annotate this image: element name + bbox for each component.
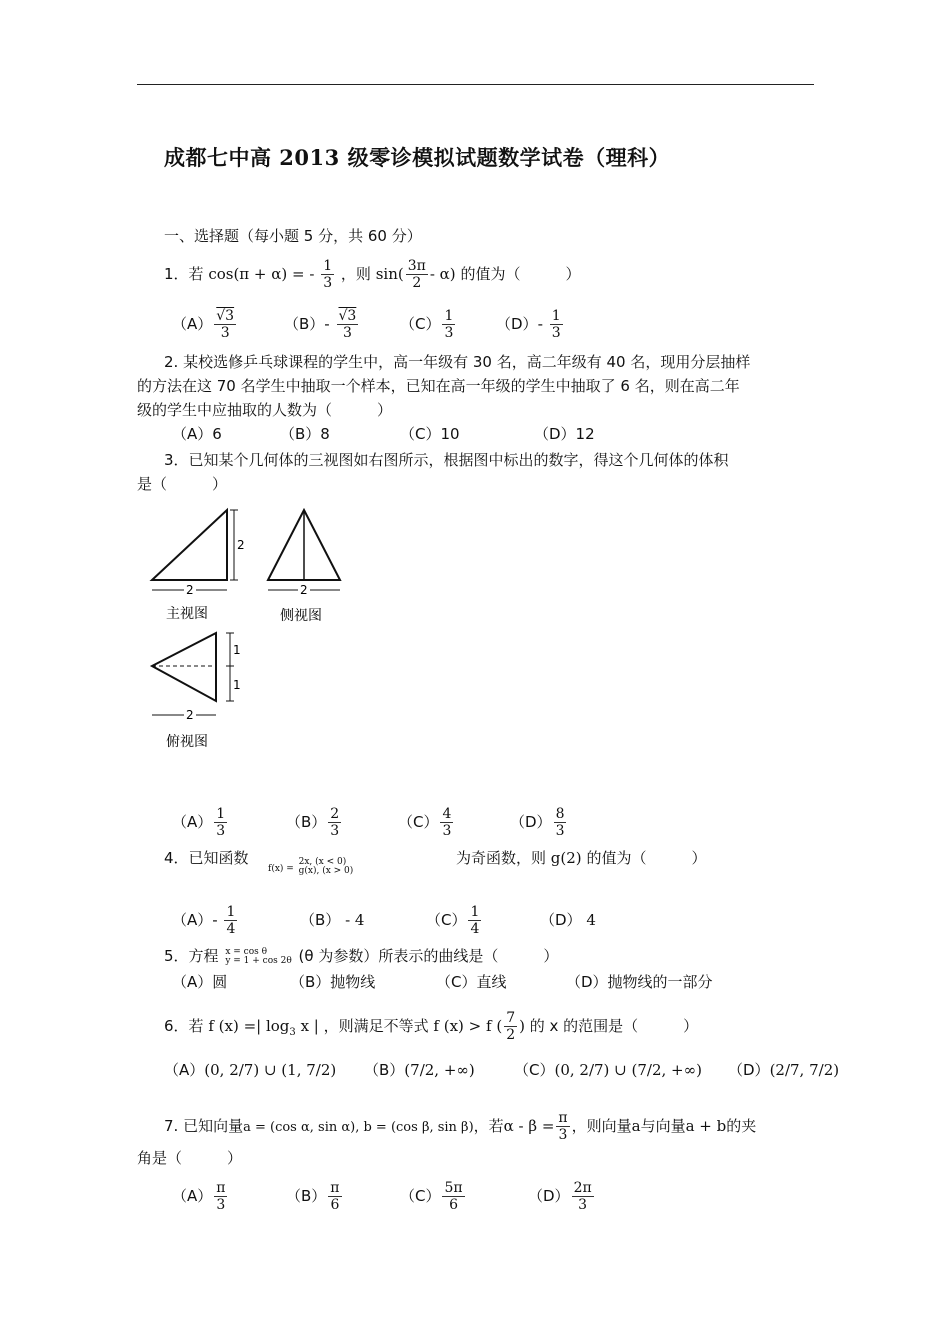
q7-option-c: （C） $\frac{5\pi}{6}$ <box>400 1180 463 1213</box>
question-6: 6．若 f (x) =| $\log_3 x$ | ，则满足不等式 f (x) > f ( $\frac{7}{2}$ ) 的 x 的范围是（ ） <box>164 1010 699 1043</box>
front-width-label: 2 <box>186 583 194 597</box>
page-title: 成都七中高 2013 级零诊模拟试题数学试卷（理科） <box>164 145 671 170</box>
q5-option-d: （D）抛物线的一部分 <box>566 973 713 991</box>
q4-g2: g(2) <box>550 849 582 867</box>
q1-expr-sin-tail: - α) <box>429 265 456 283</box>
q7-option-a: （A） $\frac{\pi}{3}$ <box>172 1180 226 1213</box>
q6-option-a: （A）(0, 2/7) ∪ (1, 7/2) <box>164 1061 337 1079</box>
q2-line-1: 2. 某校选修乒乓球课程的学生中，高一年级有 30 名，高二年级有 40 名，现用分层抽样 <box>164 353 751 371</box>
q1-frac-2: $\frac{3\pi}{2}$ <box>407 258 426 291</box>
front-view-label: 主视图 <box>166 606 208 622</box>
q7-option-d: （D） $\frac{2\pi}{3}$ <box>528 1180 592 1213</box>
q5-option-a: （A）圆 <box>172 973 228 991</box>
q4-number: 4．已知函数 <box>164 849 249 867</box>
q6-log-base: 3 <box>289 1027 296 1038</box>
q1-expr-cos: cos(π + α) = - <box>208 265 315 283</box>
q7-number: 7. 已知向量 <box>164 1117 244 1135</box>
q5-param: (θ 为参数）所表示的曲线是（ ） <box>298 947 559 965</box>
q2-line-2: 的方法在这 70 名学生中抽取一个样本，已知在高一年级的学生中抽取了 6 名，则在高二年 <box>137 377 740 395</box>
q7-option-b: （B） $\frac{\pi}{6}$ <box>286 1180 340 1213</box>
q2-option-d: （D）12 <box>534 425 595 443</box>
q3-line-1: 3．已知某个几何体的三视图如右图所示，根据图中标出的数字，得这个几何体的体积 <box>164 451 729 469</box>
q5-case-1: x = cos θ <box>225 946 268 957</box>
side-view-label: 侧视图 <box>280 608 322 624</box>
q3-line-2: 是（ ） <box>137 475 228 493</box>
top-view-triangle <box>152 633 216 701</box>
q1-option-a: （A） $\frac{√3}{3}$ <box>172 308 235 341</box>
q2-option-b: （B）8 <box>280 425 330 443</box>
q7-line-2: 角是（ ） <box>137 1149 243 1167</box>
q1-frac-1: $\frac{1}{3}$ <box>323 258 333 291</box>
q3-option-b: （B） $\frac{2}{3}$ <box>286 806 340 839</box>
side-width-label: 2 <box>300 583 308 597</box>
q6-tail: 的 x 的范围是（ ） <box>529 1017 699 1035</box>
q4-case-2: g(x), (x > 0) <box>298 865 354 876</box>
q6-f-def: f (x) =| log <box>208 1017 290 1035</box>
q5-case-2: y = 1 + cos 2θ <box>225 955 292 966</box>
q3-option-a: （A） $\frac{1}{3}$ <box>172 806 226 839</box>
q6-option-b: （B）(7/2, +∞) <box>364 1061 475 1079</box>
q2-line-3: 级的学生中应抽取的人数为（ ） <box>137 401 393 419</box>
question-4 <box>164 848 249 868</box>
q1-expr-sin: sin( <box>375 265 404 283</box>
q4-f-def: f(x) = <box>268 864 294 874</box>
q4-option-d: （D） 4 <box>540 911 596 929</box>
front-height-label: 2 <box>237 538 245 552</box>
q2-option-c: （C）10 <box>400 425 460 443</box>
q6-mid: ，则满足不等式 <box>323 1017 429 1035</box>
question-7: 7. 已知向量a = (cos α, sin α), b = (cos β, sin β)，若α - β = $\frac{\pi}{3}$ ，则向量a与向量a + b的夹 <box>164 1110 757 1143</box>
q4-option-a: （A）- $\frac{1}{4}$ <box>172 904 236 937</box>
q5-option-b: （B）抛物线 <box>290 973 376 991</box>
q1-option-c: （C） $\frac{1}{3}$ <box>400 308 454 341</box>
q1-tail: 的值为（ ） <box>460 265 581 283</box>
q6-number: 6．若 <box>164 1017 204 1035</box>
q6-option-c: （C）(0, 2/7) ∪ (7/2, +∞) <box>514 1061 702 1079</box>
q4-option-c: （C） $\frac{1}{4}$ <box>426 904 480 937</box>
q6-f-arg: x | <box>300 1017 319 1035</box>
q5-number: 5．方程 <box>164 947 219 965</box>
q4-rest <box>456 848 706 868</box>
q1-connector: ，则 <box>340 265 371 283</box>
q3-option-c: （C） $\frac{4}{3}$ <box>398 806 452 839</box>
top-dim-b: 1 <box>233 678 241 692</box>
q6-option-d: （D）(2/7, 7/2) <box>728 1061 840 1079</box>
front-view-triangle <box>152 510 227 580</box>
q6-inequality: f (x) > f ( <box>433 1017 503 1035</box>
top-view-label: 俯视图 <box>166 734 208 750</box>
q7-vectors: a = (cos α, sin α), b = (cos β, sin β) <box>243 1120 474 1135</box>
q1-option-d: （D）- $\frac{1}{3}$ <box>496 308 561 341</box>
q4-option-b: （B） - 4 <box>300 911 365 929</box>
top-width-label: 2 <box>186 708 194 722</box>
q5-option-c: （C）直线 <box>436 973 507 991</box>
q4-mid: 为奇函数，则 <box>456 849 547 867</box>
q1-option-b: （B）- $\frac{√3}{3}$ <box>284 308 357 341</box>
q7-frac: $\frac{\pi}{3}$ <box>558 1110 568 1143</box>
three-view-figure <box>130 500 360 760</box>
q4-tail: 的值为（ ） <box>586 849 707 867</box>
top-dim-a: 1 <box>233 643 241 657</box>
question-5 <box>164 946 558 966</box>
q4-case-1: 2x, (x < 0) <box>298 856 347 867</box>
q2-option-a: （A）6 <box>172 425 222 443</box>
q3-option-d: （D） $\frac{8}{3}$ <box>510 806 565 839</box>
question-1 <box>164 258 580 291</box>
q4-function <box>268 856 353 876</box>
q7-condition: α - β = <box>503 1117 555 1135</box>
q1-number: 1．若 <box>164 265 204 283</box>
q6-frac: $\frac{7}{2}$ <box>506 1010 516 1043</box>
header-rule <box>137 84 814 85</box>
section-heading: 一、选择题（每小题 5 分，共 60 分） <box>164 227 422 245</box>
